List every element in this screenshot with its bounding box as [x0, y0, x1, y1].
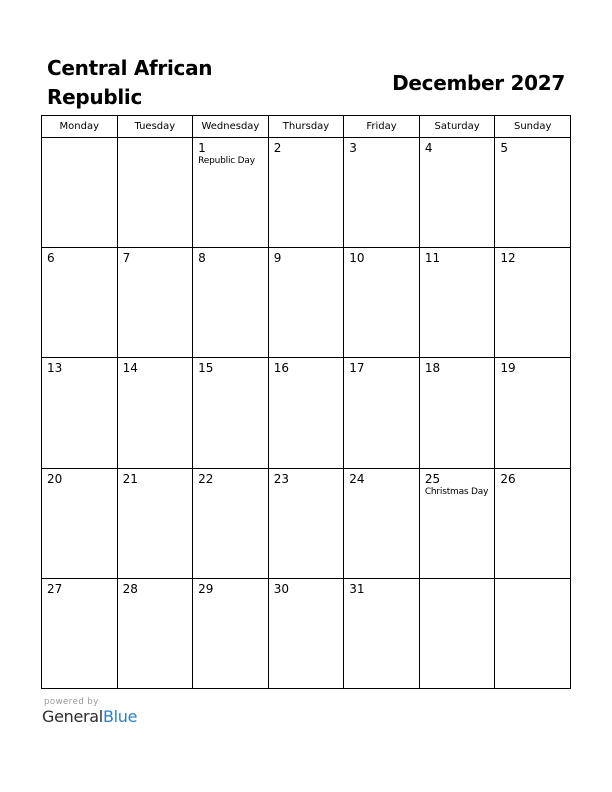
day-cell — [42, 358, 118, 468]
day-cell — [193, 358, 269, 468]
day-number: 10 — [349, 251, 365, 266]
day-number: 25 — [424, 471, 441, 486]
day-cell — [344, 358, 420, 468]
week-row — [42, 248, 571, 358]
day-number: 15 — [198, 361, 214, 376]
day-cell — [117, 138, 193, 248]
day-number: 2 — [273, 141, 282, 155]
day-number: 26 — [500, 471, 516, 486]
day-number: 23 — [273, 471, 289, 486]
day-number: 20 — [47, 471, 63, 486]
day-cell — [495, 358, 571, 468]
day-cell — [344, 468, 420, 578]
day-cell — [117, 248, 193, 358]
day-number: 13 — [47, 361, 63, 376]
day-cell — [193, 138, 269, 248]
day-cell — [117, 468, 193, 578]
generalblue-logo[interactable] — [42, 707, 137, 727]
day-number: 30 — [273, 581, 289, 596]
day-cell — [419, 248, 495, 358]
day-number: 8 — [198, 251, 206, 266]
weekday-header: Monday — [42, 116, 118, 138]
day-cell — [117, 358, 193, 468]
day-cell — [193, 578, 269, 688]
weekday-header: Saturday — [419, 116, 495, 138]
day-cell — [42, 578, 118, 688]
week-row — [42, 138, 571, 248]
day-cell — [419, 578, 495, 688]
day-number: 21 — [122, 471, 138, 486]
day-number: 24 — [349, 471, 365, 486]
day-cell — [268, 138, 344, 248]
day-cell — [495, 578, 571, 688]
day-cell — [193, 248, 269, 358]
day-number — [420, 579, 495, 582]
day-number: 22 — [198, 471, 214, 486]
brand-name-general: General — [42, 707, 103, 726]
day-cell — [268, 358, 344, 468]
brand-name-blue: Blue — [102, 707, 138, 726]
day-number: 5 — [500, 141, 509, 155]
day-number: 31 — [349, 581, 365, 596]
day-number: 1 — [198, 141, 206, 155]
day-cell — [419, 468, 495, 578]
week-row — [42, 468, 571, 578]
weekday-header-row — [42, 116, 571, 138]
powered-by-label: powered by — [44, 697, 99, 707]
day-number: 11 — [424, 251, 441, 266]
weekday-header: Thursday — [268, 116, 344, 138]
day-number: 9 — [273, 251, 282, 266]
day-number: 4 — [424, 141, 433, 155]
day-cell — [495, 138, 571, 248]
day-cell — [193, 468, 269, 578]
country-title: Central African Republic — [47, 56, 213, 109]
day-number: 6 — [47, 251, 55, 266]
day-number: 29 — [198, 581, 214, 596]
day-cell — [344, 248, 420, 358]
day-cell — [495, 468, 571, 578]
day-number: 14 — [122, 361, 138, 376]
day-number: 19 — [500, 361, 516, 376]
day-number: 3 — [349, 141, 357, 155]
day-cell — [495, 248, 571, 358]
footer-branding — [42, 697, 137, 727]
day-number: 17 — [349, 361, 365, 376]
day-cell — [268, 578, 344, 688]
day-cell — [42, 248, 118, 358]
day-cell — [344, 138, 420, 248]
weekday-header: Friday — [344, 116, 420, 138]
day-cell — [268, 468, 344, 578]
weekday-header: Tuesday — [117, 116, 193, 138]
month-year-title: December 2027 — [392, 71, 565, 95]
day-number: 12 — [500, 251, 516, 266]
holiday-label: Republic Day — [198, 156, 255, 166]
weekday-header: Sunday — [495, 116, 571, 138]
day-number: 18 — [424, 361, 441, 376]
day-number: 28 — [122, 581, 138, 596]
day-number — [42, 138, 117, 141]
day-cell — [344, 578, 420, 688]
day-number — [118, 138, 193, 141]
day-number: 7 — [122, 251, 131, 266]
day-cell — [268, 248, 344, 358]
holiday-label: Christmas Day — [424, 486, 489, 497]
week-row — [42, 358, 571, 468]
day-cell — [42, 468, 118, 578]
day-number — [495, 579, 570, 582]
day-cell — [117, 578, 193, 688]
week-row — [42, 578, 571, 688]
weekday-header: Wednesday — [193, 116, 269, 138]
day-number: 27 — [47, 581, 63, 596]
day-cell — [419, 358, 495, 468]
calendar-grid — [41, 115, 571, 689]
day-cell — [419, 138, 495, 248]
day-cell — [42, 138, 118, 248]
day-number: 16 — [273, 361, 289, 376]
